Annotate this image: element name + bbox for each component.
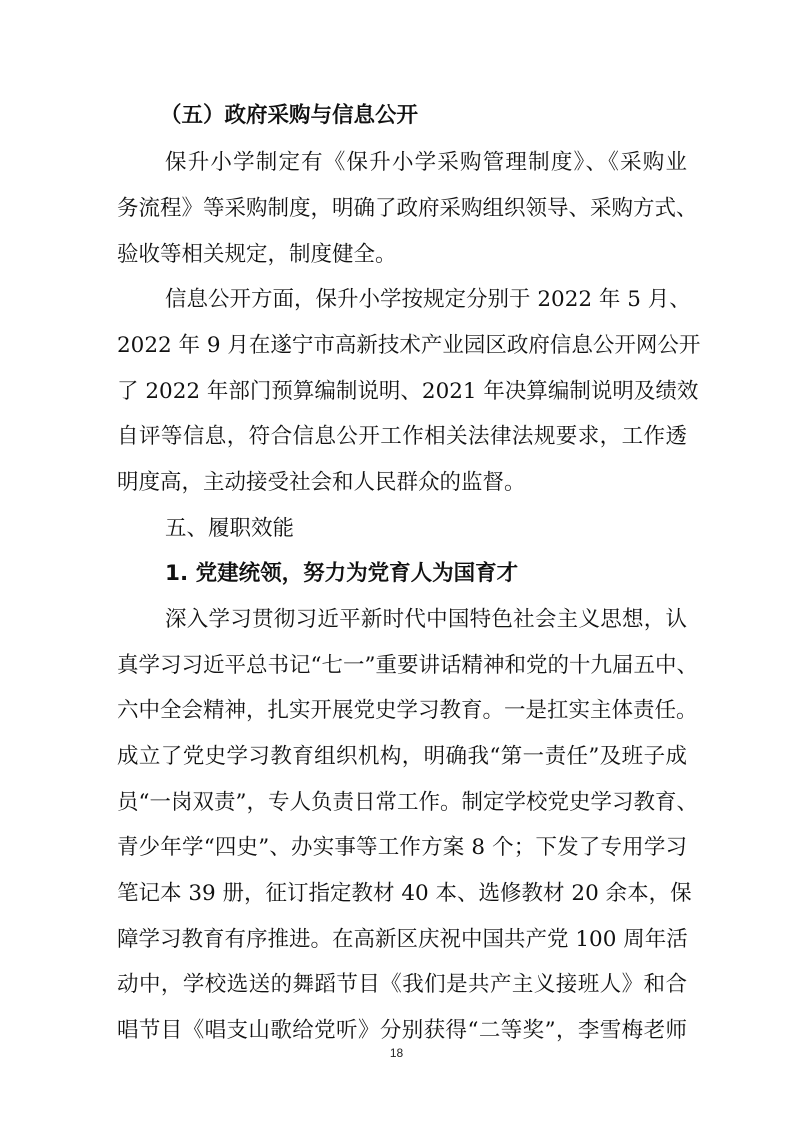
paragraph-line: 青少年学“四史”、办实事等工作方案 8 个；下发了专用学习 (117, 835, 687, 860)
paragraph-line: 六中全会精神，扎实开展党史学习教育。一是扛实主体责任。 (117, 698, 698, 723)
paragraph-line: 2022 年 9 月在遂宁市高新技术产业园区政府信息公开网公开 (117, 333, 701, 358)
paragraph-line: 务流程》等采购制度，明确了政府采购组织领导、采购方式、 (117, 196, 698, 221)
paragraph-line: 笔记本 39 册，征订指定教材 40 本、选修教材 20 余本，保 (117, 881, 692, 906)
paragraph-line: 真学习习近平总书记“七一”重要讲话精神和党的十九届五中、 (117, 653, 698, 678)
paragraph-line: 保升小学制定有《保升小学采购管理制度》、《采购业 (165, 150, 687, 175)
paragraph-line: 动中，学校选送的舞蹈节目《我们是共产主义接班人》和合 (117, 972, 687, 997)
section-heading: （五）政府采购与信息公开 (160, 103, 419, 128)
paragraph-line: 唱节目《唱支山歌给党听》分别获得“二等奖”，李雪梅老师 (117, 1018, 687, 1043)
paragraph-line: 验收等相关规定，制度健全。 (117, 242, 397, 267)
chapter-heading: 五、履职效能 (165, 516, 295, 541)
paragraph-line: 信息公开方面，保升小学按规定分别于 2022 年 5 月、 (165, 287, 691, 312)
paragraph-line: 了 2022 年部门预算编制说明、2021 年决算编制说明及绩效 (117, 379, 699, 404)
paragraph-line: 明度高，主动接受社会和人民群众的监督。 (117, 470, 526, 495)
subheading: 1. 党建统领，努力为党育人为国育才 (165, 561, 519, 586)
paragraph-line: 深入学习贯彻习近平新时代中国特色社会主义思想，认 (165, 607, 687, 632)
paragraph-line: 员“一岗双责”，专人负责日常工作。制定学校党史学习教育、 (117, 790, 698, 815)
paragraph-line: 障学习教育有序推进。在高新区庆祝中国共产党 100 周年活 (117, 927, 688, 952)
paragraph-line: 自评等信息，符合信息公开工作相关法律法规要求，工作透 (117, 424, 687, 449)
page-number: 18 (389, 1046, 404, 1060)
paragraph-line: 成立了党史学习教育组织机构，明确我“第一责任”及班子成 (117, 744, 687, 769)
